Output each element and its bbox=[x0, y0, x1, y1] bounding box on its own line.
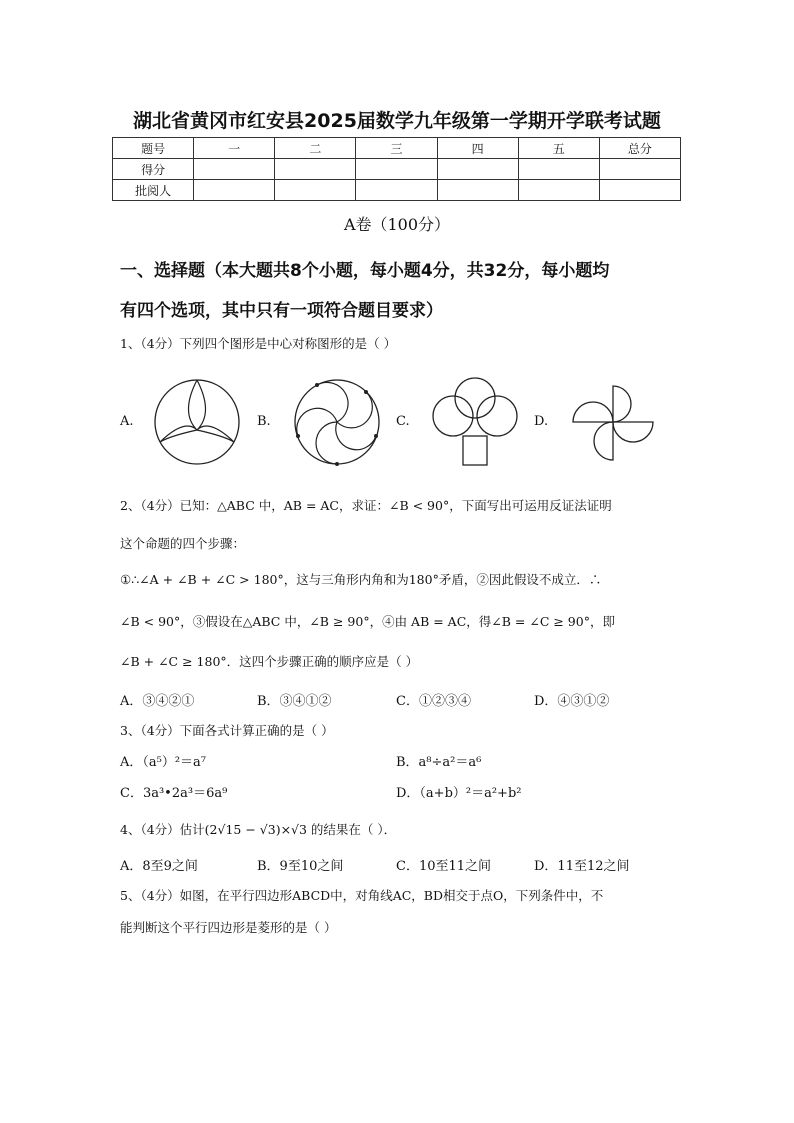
score-cell: 得分 bbox=[113, 159, 194, 180]
section-heading-line2: 有四个选项，其中只有一项符合题目要求） bbox=[120, 301, 443, 321]
q1-figure-c[interactable] bbox=[428, 376, 522, 468]
q3-option-d[interactable]: D．（a+b）²＝a²+b² bbox=[396, 786, 522, 801]
question-3-stem: 3、（4分）下面各式计算正确的是（ ） bbox=[120, 723, 334, 738]
q1-figure-a[interactable] bbox=[150, 378, 244, 466]
section-heading-line1: 一、选择题（本大题共8个小题，每小题4分，共32分，每小题均 bbox=[120, 261, 610, 281]
question-2-line5: ∠B + ∠C ≥ 180°．这四个步骤正确的顺序应是（ ） bbox=[120, 654, 419, 669]
score-cell[interactable] bbox=[194, 159, 275, 180]
score-cell[interactable] bbox=[275, 180, 356, 201]
question-2-line2: 这个命题的四个步骤： bbox=[120, 536, 246, 551]
score-cell[interactable] bbox=[518, 159, 599, 180]
question-5-line2: 能判断这个平行四边形是菱形的是（ ） bbox=[120, 920, 337, 935]
score-cell[interactable] bbox=[194, 180, 275, 201]
q2-option-d[interactable]: D．④③①② bbox=[534, 694, 610, 709]
score-table-row-grader bbox=[113, 180, 681, 201]
score-cell: 二 bbox=[275, 138, 356, 159]
q4-option-d[interactable]: D．11至12之间 bbox=[534, 859, 630, 874]
score-cell[interactable] bbox=[437, 159, 518, 180]
q2-option-b[interactable]: B．③④①② bbox=[257, 694, 332, 709]
q1-option-a-label: A. bbox=[120, 414, 134, 429]
question-2-line3: ①∴∠A + ∠B + ∠C > 180°，这与三角形内角和为180°矛盾，②因此假设不成立．∴ bbox=[120, 572, 602, 587]
score-cell: 一 bbox=[194, 138, 275, 159]
q4-option-b[interactable]: B．9至10之间 bbox=[257, 859, 344, 874]
score-table bbox=[112, 137, 681, 201]
q2-option-c[interactable]: C．①②③④ bbox=[396, 694, 471, 709]
question-2-line4: ∠B < 90°，③假设在△ABC 中，∠B ≥ 90°，④由 AB = AC，得∠B = ∠C ≥ 90°，即 bbox=[120, 614, 615, 629]
q3-option-a[interactable]: A．（a⁵）²＝a⁷ bbox=[120, 755, 207, 770]
score-cell: 五 bbox=[518, 138, 599, 159]
q4-option-c[interactable]: C．10至11之间 bbox=[396, 859, 492, 874]
exam-title: 湖北省黄冈市红安县2025届数学九年级第一学期开学联考试题 bbox=[133, 110, 661, 132]
volume-heading: A卷（100分） bbox=[343, 215, 451, 234]
q1-option-d-label: D. bbox=[534, 414, 549, 429]
question-5-line1: 5、（4分）如图，在平行四边形ABCD中，对角线AC，BD相交于点O，下列条件中，不 bbox=[120, 888, 604, 903]
score-table-row-header bbox=[113, 138, 681, 159]
score-cell: 三 bbox=[356, 138, 437, 159]
score-table-row-score bbox=[113, 159, 681, 180]
q1-option-c-label: C. bbox=[396, 414, 410, 429]
score-cell: 批阅人 bbox=[113, 180, 194, 201]
score-cell[interactable] bbox=[437, 180, 518, 201]
question-2-line1: 2、（4分）已知：△ABC 中，AB = AC，求证：∠B < 90°，下面写出可运用反证法证明 bbox=[120, 498, 612, 513]
score-cell: 题号 bbox=[113, 138, 194, 159]
score-cell: 总分 bbox=[599, 138, 680, 159]
q4-option-a[interactable]: A．8至9之间 bbox=[120, 859, 198, 874]
q3-option-b[interactable]: B．a⁸÷a²＝a⁶ bbox=[396, 755, 482, 770]
score-cell[interactable] bbox=[356, 180, 437, 201]
score-cell[interactable] bbox=[599, 180, 680, 201]
score-cell: 四 bbox=[437, 138, 518, 159]
score-cell[interactable] bbox=[518, 180, 599, 201]
score-cell[interactable] bbox=[356, 159, 437, 180]
q1-figure-d[interactable] bbox=[570, 380, 656, 464]
question-4-stem: 4、（4分）估计(2√15 − √3)×√3 的结果在（ ）． bbox=[120, 822, 397, 837]
q2-option-a[interactable]: A．③④②① bbox=[120, 694, 195, 709]
q3-option-c[interactable]: C．3a³•2a³＝6a⁹ bbox=[120, 786, 228, 801]
score-cell[interactable] bbox=[275, 159, 356, 180]
question-1-stem: 1、（4分）下列四个图形是中心对称图形的是（ ） bbox=[120, 336, 397, 351]
score-cell[interactable] bbox=[599, 159, 680, 180]
q1-option-b-label: B. bbox=[257, 414, 271, 429]
q1-figure-b[interactable] bbox=[290, 378, 384, 466]
